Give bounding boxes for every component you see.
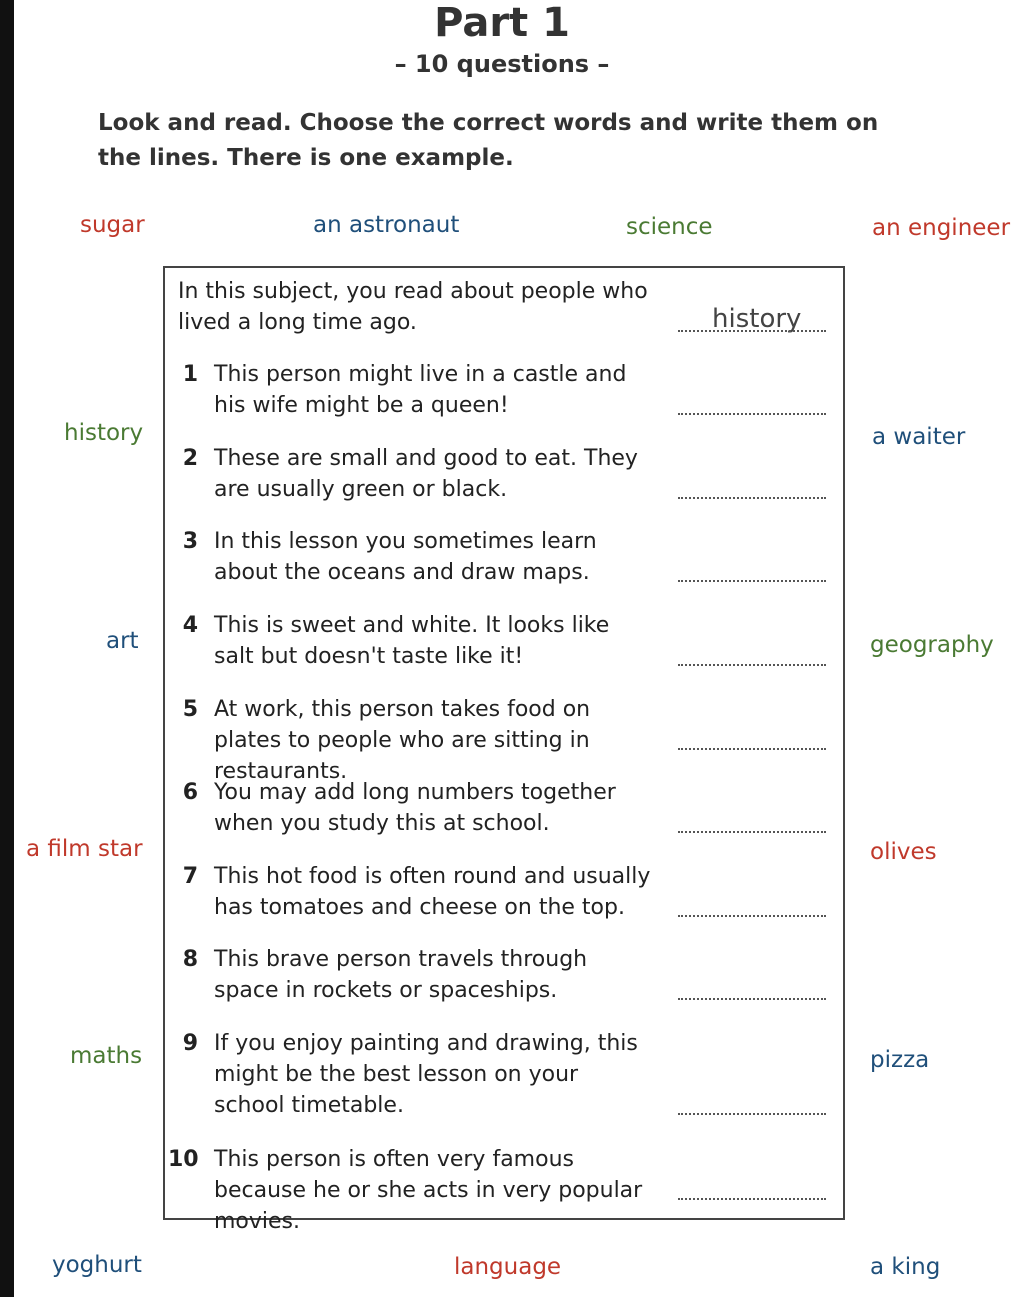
example-text: In this subject, you read about people who lived a long time ago.: [178, 279, 648, 335]
question-text: This is sweet and white. It looks like salt but doesn't taste like it!: [214, 613, 610, 669]
answer-line-3[interactable]: [678, 580, 826, 582]
question-number: 10: [168, 1147, 199, 1172]
question-text: These are small and good to eat. They are usually green or black.: [214, 446, 638, 502]
question-text: This hot food is often round and usually has tomatoes and cheese on the top.: [214, 864, 651, 920]
question-text: At work, this person takes food on plates to people who are sitting in restaurants.: [214, 697, 591, 784]
answer-line-9[interactable]: [678, 1113, 826, 1115]
example-answer: history: [712, 304, 802, 334]
answer-line-7[interactable]: [678, 915, 826, 917]
word-maths: maths: [70, 1043, 143, 1069]
word-olives: olives: [870, 839, 937, 865]
word-an-engineer: an engineer: [872, 215, 1011, 241]
question-text: You may add long numbers together when you study this at school.: [214, 780, 616, 836]
word-sugar: sugar: [80, 212, 145, 238]
word-pizza: pizza: [870, 1047, 930, 1073]
word-a-king: a king: [870, 1254, 941, 1280]
page-edge: [0, 0, 14, 1297]
word-history: history: [64, 420, 144, 446]
answer-line-6[interactable]: [678, 831, 826, 833]
word-science: science: [626, 214, 713, 240]
answer-line-4[interactable]: [678, 664, 826, 666]
word-geography: geography: [870, 632, 994, 658]
word-yoghurt: yoghurt: [52, 1252, 142, 1278]
question-number: 1: [182, 362, 198, 387]
answer-line-8[interactable]: [678, 998, 826, 1000]
answer-line-5[interactable]: [678, 748, 826, 750]
question-number: 9: [182, 1031, 198, 1056]
question-number: 2: [182, 446, 198, 471]
question-text: This person is often very famous because he or she acts in very popular movies.: [214, 1147, 643, 1234]
example-answer-line: [678, 330, 826, 332]
question-text: If you enjoy painting and drawing, this might be the best lesson on your school timetable.: [214, 1031, 638, 1118]
answer-line-2[interactable]: [678, 497, 826, 499]
question-number: 4: [182, 613, 198, 638]
answer-line-1[interactable]: [678, 413, 826, 415]
word-an-astronaut: an astronaut: [313, 212, 460, 238]
question-number: 7: [182, 864, 198, 889]
question-number: 6: [182, 780, 198, 805]
page-subtitle: – 10 questions –: [394, 50, 610, 78]
answer-line-10[interactable]: [678, 1198, 826, 1200]
instruction-text: Look and read. Choose the correct words and write them on the lines. There is one example.: [98, 110, 879, 171]
page-title: Part 1: [434, 0, 570, 46]
word-art: art: [106, 628, 139, 654]
word-a-waiter: a waiter: [872, 424, 966, 450]
question-number: 3: [182, 529, 198, 554]
question-number: 8: [182, 947, 198, 972]
question-text: In this lesson you sometimes learn about the oceans and draw maps.: [214, 529, 597, 585]
question-number: 5: [182, 697, 198, 722]
question-text: This brave person travels through space in rockets or spaceships.: [214, 947, 588, 1003]
word-a-film-star: a film star: [26, 836, 143, 862]
question-text: This person might live in a castle and his wife might be a queen!: [214, 362, 627, 418]
word-language: language: [454, 1254, 562, 1280]
